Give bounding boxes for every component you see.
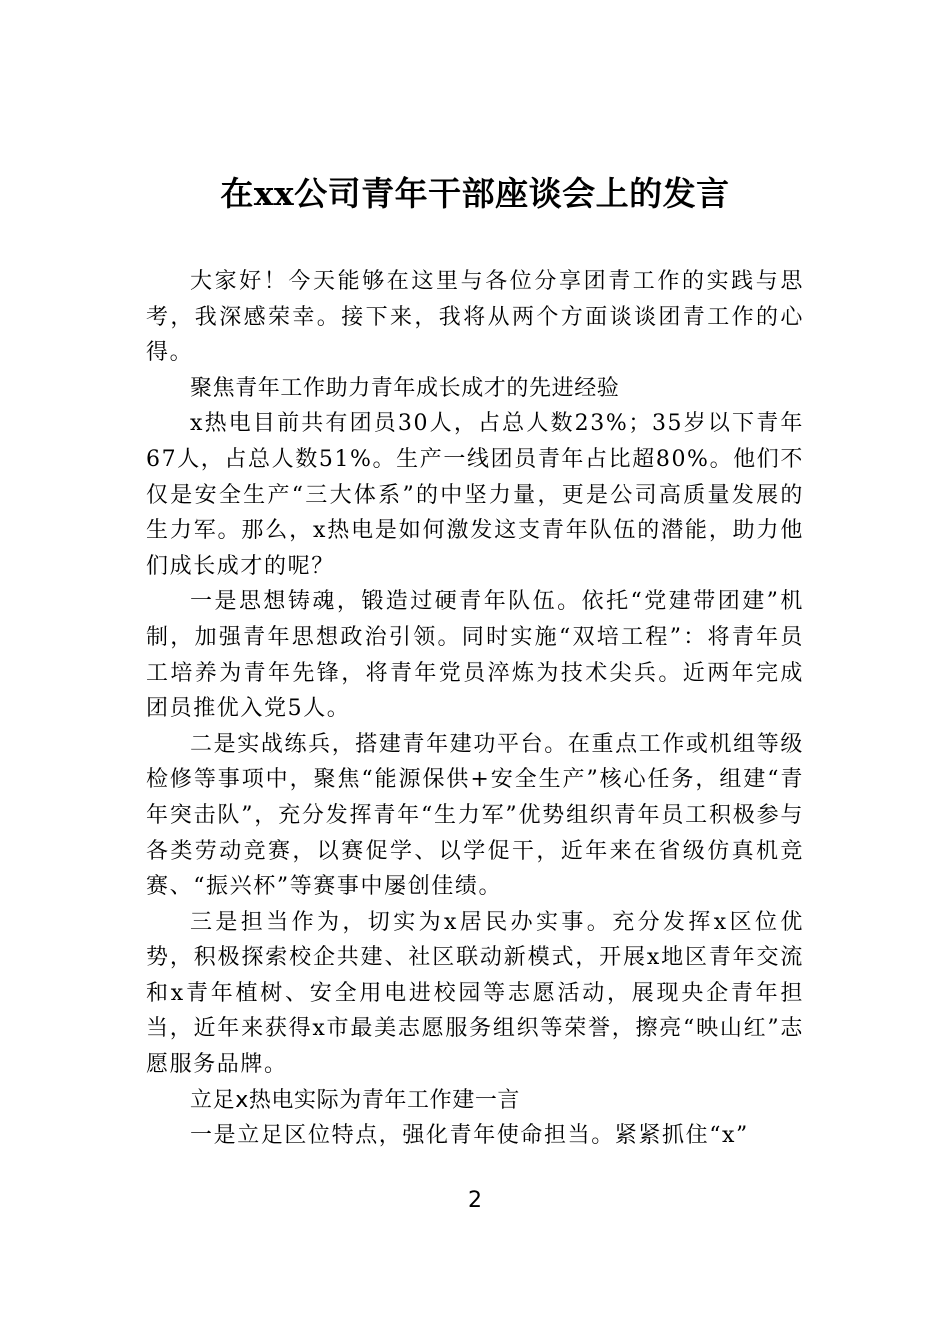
point-three-paragraph: 三是担当作为，切实为x居民办实事。充分发挥x区位优势，积极探索校企共建、社区联动新模式，开展x地区青年交流和x青年植树、安全用电进校园等志愿活动，展现央企青年担当，近年来获得x市最美志愿服务组织等荣誉，擦亮“映山红”志愿服务品牌。 (146, 909, 804, 1078)
page-number: 2 (468, 1188, 482, 1213)
section-heading-suggestions: 立足x热电实际为青年工作建一言 (190, 1087, 521, 1113)
point-two-paragraph: 二是实战练兵，搭建青年建功平台。在重点工作或机组等级检修等事项中，聚焦“能源保供+安全生产”核心任务，组建“青年突击队”，充分发挥青年“生力军”优势组织青年员工积极参与各类劳动竞赛，以赛促学、以学促干，近年来在省级仿真机竞赛、“振兴杯”等赛事中屡创佳绩。 (146, 731, 804, 900)
intro-paragraph: 大家好！今天能够在这里与各位分享团青工作的实践与思考，我深感荣幸。接下来，我将从两个方面谈谈团青工作的心得。 (146, 269, 804, 366)
page-title: 在xx公司青年干部座谈会上的发言 (220, 174, 730, 213)
section-heading-experience: 聚焦青年工作助力青年成长成才的先进经验 (190, 375, 620, 401)
point-one-paragraph: 一是思想铸魂，锻造过硬青年队伍。依托“党建带团建”机制，加强青年思想政治引领。同时实施“双培工程”：将青年员工培养为青年先锋，将青年党员淬炼为技术尖兵。近两年完成团员推优入党5人。 (146, 589, 804, 722)
suggestion-one-paragraph: 一是立足区位特点，强化青年使命担当。紧紧抓住“x” (190, 1123, 749, 1149)
statistics-paragraph: x热电目前共有团员30人，占总人数23%；35岁以下青年67人，占总人数51%。生产一线团员青年占比超80%。他们不仅是安全生产“三大体系”的中坚力量，更是公司高质量发展的生力军。那么，x热电是如何激发这支青年队伍的潜能，助力他们成长成才的呢？ (146, 411, 804, 579)
document-body (146, 264, 804, 1154)
